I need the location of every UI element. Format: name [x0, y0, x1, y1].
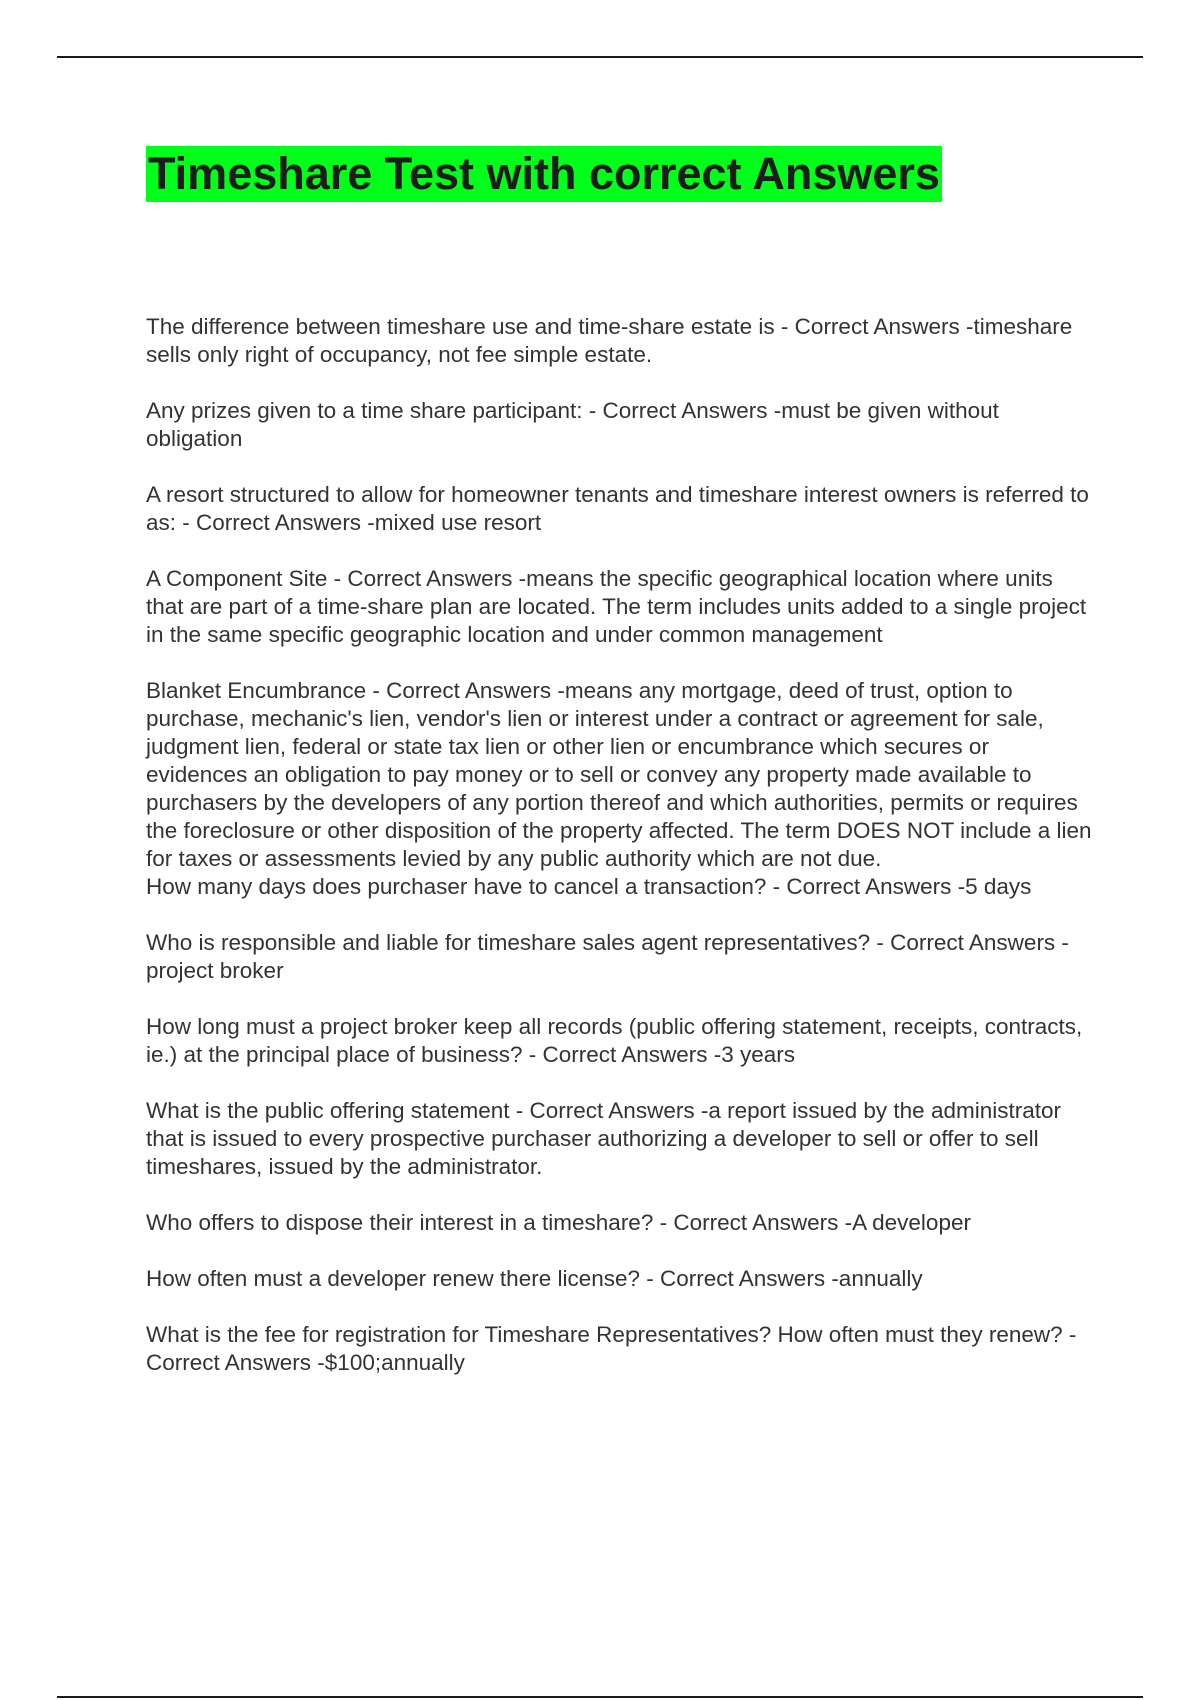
qa-item-4: A Component Site - Correct Answers -means the specific geographical location where units that are part of a time-share plan are located. The term includes units added to a single project in the same specific geographic location and under common management — [146, 566, 1087, 647]
qa-item-2: Any prizes given to a time share participant: - Correct Answers -must be given without obligation — [146, 398, 999, 451]
qa-item-12: What is the fee for registration for Timeshare Representatives? How often must they renew? - Correct Answers -$100;annually — [146, 1322, 1077, 1375]
qa-item-11: How often must a developer renew there license? - Correct Answers -annually — [146, 1266, 923, 1291]
qa-item-9: What is the public offering statement - Correct Answers -a report issued by the administrator that is issued to every prospective purchaser authorizing a developer to sell or offer to sell timeshares, issued by the administrator. — [146, 1098, 1061, 1179]
page-title: Timeshare Test with correct Answers — [146, 146, 942, 202]
qa-item-1: The difference between timeshare use and time-share estate is - Correct Answers -timeshare sells only right of occupancy, not fee simple estate. — [146, 314, 1073, 367]
qa-item-6: How many days does purchaser have to cancel a transaction? - Correct Answers -5 days — [146, 874, 1032, 899]
qa-item-8: How long must a project broker keep all records (public offering statement, receipts, contracts, ie.) at the principal place of business? - Correct Answers -3 years — [146, 1014, 1083, 1067]
qa-list — [146, 313, 1096, 1405]
qa-item-5: Blanket Encumbrance - Correct Answers -means any mortgage, deed of trust, option to purchase, mechanic's lien, vendor's lien or interest under a contract or agreement for sale, judgment lien, federal or state tax lien or other lien or encumbrance which secures or evidences an obligation to pay money or to sell or convey any property made available to purchasers by the developers of any portion thereof and which authorities, permits or requires the foreclosure or other disposition of the property affected. The term DOES NOT include a lien for taxes or assessments levied by any public authority which are not due. — [146, 678, 1092, 871]
qa-item-3: A resort structured to allow for homeowner tenants and timeshare interest owners is referred to as: - Correct Answers -mixed use resort — [146, 482, 1089, 535]
bottom-rule — [57, 1696, 1143, 1698]
top-rule — [57, 56, 1143, 58]
title-block — [146, 146, 942, 202]
qa-item-10: Who offers to dispose their interest in a timeshare? - Correct Answers -A developer — [146, 1210, 971, 1235]
qa-item-7: Who is responsible and liable for timeshare sales agent representatives? - Correct Answers -project broker — [146, 930, 1069, 983]
